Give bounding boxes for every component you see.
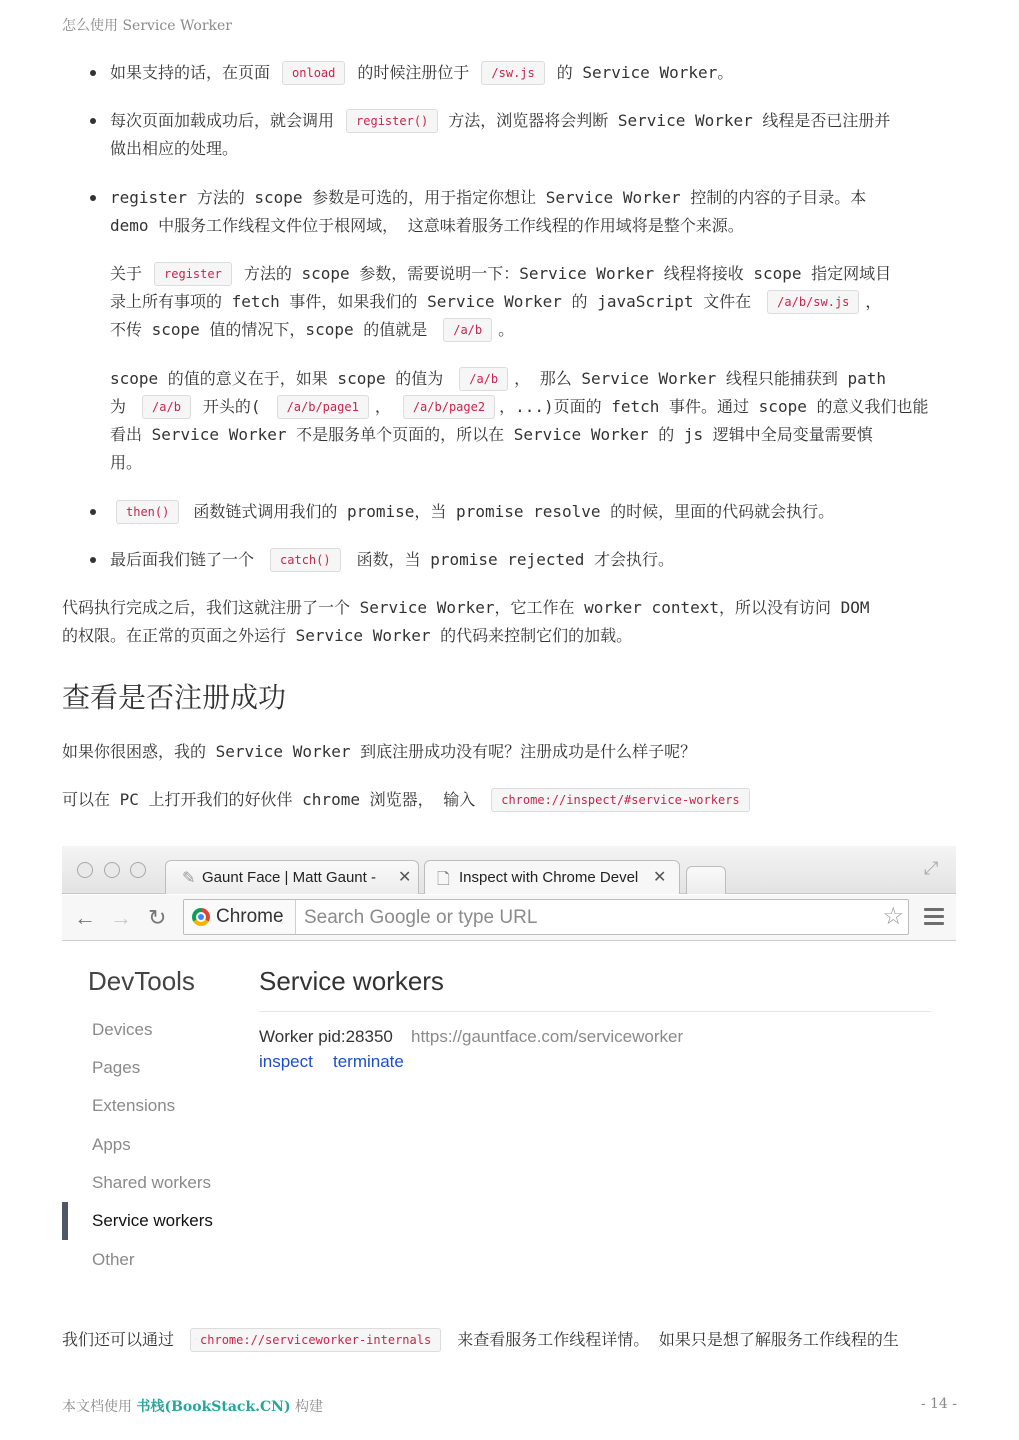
omnibox-placeholder: Search Google or type URL (304, 907, 538, 928)
text: 函数链式调用我们的 promise，当 promise resolve 的时候，里面的代码就会执行。 (193, 502, 835, 521)
window-minimize-icon[interactable] (104, 862, 120, 878)
text: 代码执行完成之后，我们这就注册了一个 Service Worker，它工作在 worker context，所以没有访问 DOM (62, 598, 870, 617)
paragraph: 如果你很困惑，我的 Service Worker 到底注册成功没有呢？注册成功是什么样子呢？ (62, 742, 697, 761)
text: 为 (110, 397, 127, 416)
terminate-link[interactable]: terminate (333, 1052, 404, 1071)
forward-icon[interactable]: → (110, 905, 132, 930)
panel-title: Service workers (259, 966, 444, 996)
bullet-dot (90, 195, 96, 201)
text: 不传 scope 值的情况下，scope 的值就是 (110, 320, 428, 339)
text: 录上所有事项的 fetch 事件，如果我们的 Service Worker 的 javaScript 文件在 (110, 292, 752, 311)
page-footer (62, 1396, 323, 1416)
list-item (110, 107, 955, 163)
chip-label: Chrome (216, 906, 284, 927)
browser-toolbar (62, 895, 956, 941)
sub-paragraph (110, 260, 955, 344)
bullet-dot (90, 70, 96, 76)
inline-code: chrome://inspect/#service-workers (491, 788, 749, 812)
text: demo 中服务工作线程文件位于根网域， 这意味着服务工作线程的作用域将是整个来源。 (110, 216, 744, 235)
sub-paragraph (110, 365, 955, 477)
chrome-logo-icon (192, 908, 210, 926)
reload-icon[interactable]: ↻ (148, 905, 167, 930)
bookmark-star-icon[interactable]: ☆ (882, 903, 904, 930)
text: 如果支持的话，在页面 (110, 63, 271, 82)
omnibox[interactable] (183, 899, 909, 935)
worker-pid: Worker pid:28350 (259, 1027, 393, 1046)
footer-prefix: 本文档使用 (62, 1399, 137, 1415)
text: 关于 (110, 264, 143, 283)
list-item (110, 546, 955, 574)
footer-suffix: 构建 (290, 1399, 324, 1415)
text: 看出 Service Worker 不是服务单个页面的，所以在 Service Worker 的 js 逻辑中全局变量需要慎 (110, 425, 873, 444)
text: 的时候注册位于 (357, 63, 470, 82)
paragraph (62, 786, 957, 814)
inline-code: onload (282, 61, 345, 85)
nav-item-extensions[interactable]: Extensions (92, 1096, 176, 1115)
inline-code: /a/b (142, 395, 191, 419)
back-icon[interactable]: ← (74, 905, 96, 930)
inline-code: register (154, 262, 232, 286)
inline-code: then() (116, 500, 179, 524)
text: 每次页面加载成功后，就会调用 (110, 111, 335, 130)
paragraph (62, 1326, 962, 1354)
document-icon: 🗋 (437, 871, 450, 888)
devtools-title: DevTools (88, 966, 195, 996)
chrome-chip (184, 900, 296, 934)
divider (259, 1011, 931, 1012)
inline-code: chrome://serviceworker-internals (190, 1328, 441, 1352)
inline-code: /a/b/sw.js (767, 290, 859, 314)
paragraph (62, 594, 957, 650)
inline-code: catch() (270, 548, 341, 572)
window-maximize-icon[interactable] (130, 862, 146, 878)
browser-screenshot (62, 846, 956, 1300)
inline-code: register() (346, 109, 438, 133)
text: 方法的 scope 参数，需要说明一下：Service Worker 线程将接收 scope 指定网域目 (243, 264, 892, 283)
text: register 方法的 scope 参数是可选的，用于指定你想让 Service Worker 控制的内容的子目录。本 (110, 188, 867, 207)
text: 方法，浏览器将会判断 Service Worker 线程是否已注册并 (448, 111, 891, 130)
inline-code: /a/b (459, 367, 508, 391)
close-tab-icon[interactable]: ✕ (398, 869, 412, 886)
text: 用。 (110, 453, 143, 472)
list-item (110, 59, 955, 87)
nav-item-shared-workers[interactable]: Shared workers (92, 1173, 212, 1192)
browser-tab-active[interactable] (424, 860, 680, 894)
text: 我们还可以通过 (62, 1330, 175, 1349)
page-number: - 14 - (920, 1396, 957, 1412)
text: 可以在 PC 上打开我们的好伙伴 chrome 浏览器， 输入 (62, 790, 476, 809)
text: ， (374, 397, 391, 416)
inline-code: /a/b/page1 (277, 395, 369, 419)
text: 开头的( (202, 397, 261, 416)
menu-icon[interactable] (924, 908, 944, 926)
nav-item-pages[interactable]: Pages (92, 1058, 141, 1077)
text: 的权限。在正常的页面之外运行 Service Worker 的代码来控制它们的加载。 (62, 626, 633, 645)
nav-item-apps[interactable]: Apps (92, 1135, 131, 1154)
browser-tab-strip (62, 846, 956, 894)
section-heading: 查看是否注册成功 (62, 681, 287, 714)
new-tab-button[interactable] (686, 866, 726, 894)
text: ，...)页面的 fetch 事件。通过 scope 的意义我们也能 (499, 397, 929, 416)
page-favicon-icon: ✎ (182, 870, 196, 887)
footer-brand-link[interactable]: 书栈(BookStack.CN) (136, 1399, 291, 1415)
inline-code: /a/b/page2 (403, 395, 495, 419)
tab-title: Inspect with Chrome Devel (459, 869, 639, 886)
tab-title: Gaunt Face | Matt Gaunt - (202, 869, 376, 886)
text: 来查看服务工作线程详情。 如果只是想了解服务工作线程的生 (457, 1330, 899, 1349)
text: scope 的值的意义在于，如果 scope 的值为 (110, 369, 444, 388)
window-close-icon[interactable] (77, 862, 93, 878)
inline-code: /sw.js (481, 61, 544, 85)
nav-item-service-workers[interactable]: Service workers (92, 1211, 213, 1230)
active-indicator (62, 1202, 68, 1240)
nav-item-devices[interactable]: Devices (92, 1020, 153, 1039)
close-tab-icon[interactable]: ✕ (653, 869, 667, 886)
worker-url: https://gauntface.com/serviceworker (411, 1027, 684, 1046)
text: ， (865, 292, 882, 311)
text: 的 Service Worker。 (556, 63, 734, 82)
bullet-dot (90, 118, 96, 124)
text: 最后面我们链了一个 (110, 550, 255, 569)
browser-tab[interactable] (165, 860, 419, 894)
nav-item-other[interactable]: Other (92, 1250, 135, 1269)
text: ， 那么 Service Worker 线程只能捕获到 path (514, 369, 887, 388)
text: 函数，当 promise rejected 才会执行。 (356, 550, 674, 569)
list-item (110, 498, 955, 526)
bullet-dot (90, 557, 96, 563)
inspect-link[interactable]: inspect (259, 1052, 313, 1071)
list-item (110, 184, 955, 240)
bullet-dot (90, 509, 96, 515)
text: 。 (498, 320, 515, 339)
text: 做出相应的处理。 (110, 139, 239, 158)
page-header: 怎么使用 Service Worker (62, 18, 233, 34)
inline-code: /a/b (443, 318, 492, 342)
fullscreen-icon[interactable]: ⤢ (924, 858, 939, 878)
